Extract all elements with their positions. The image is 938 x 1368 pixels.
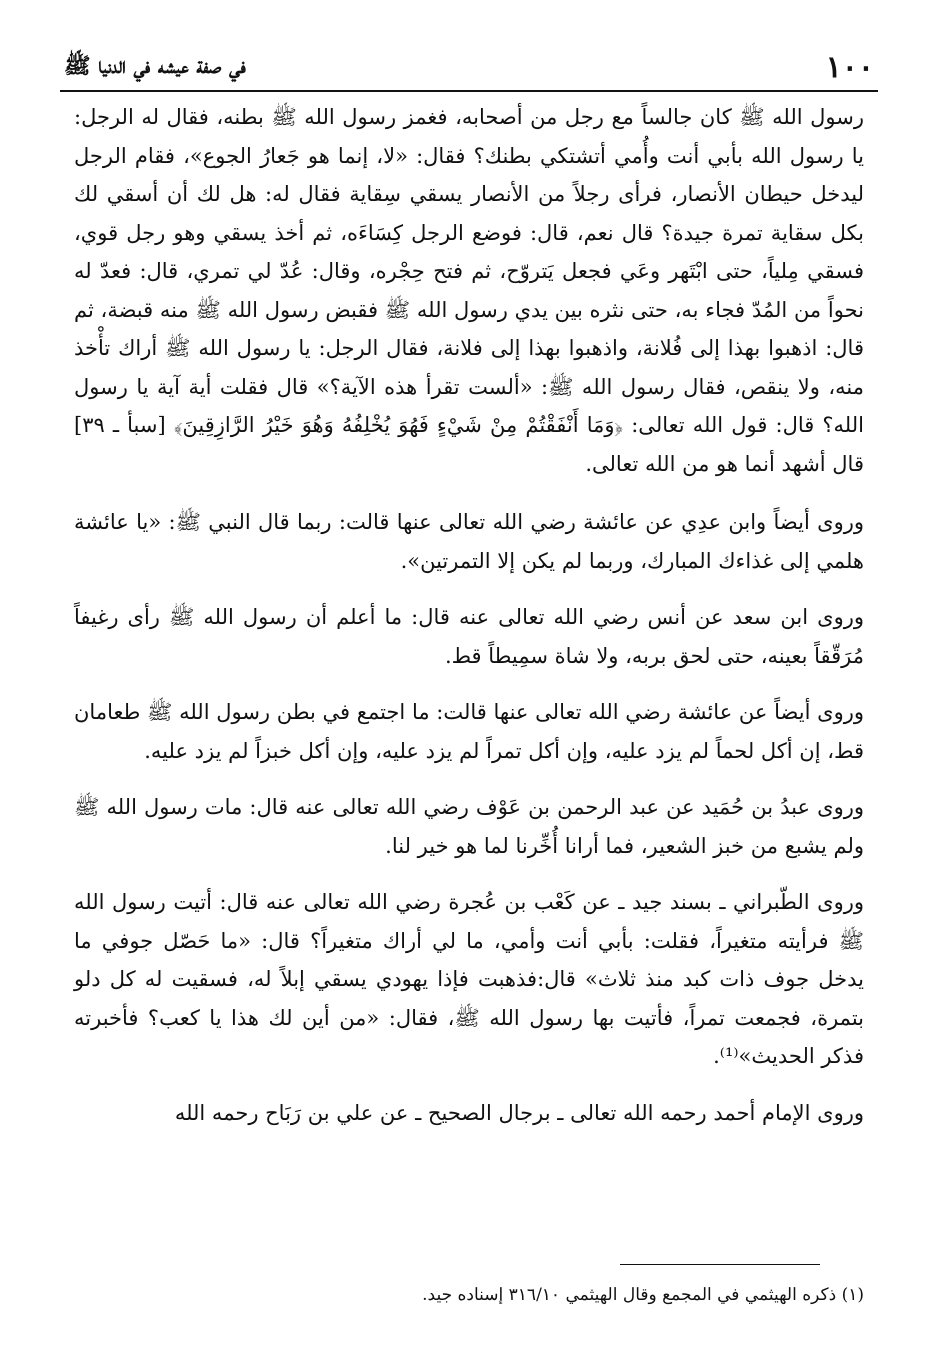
running-title: في صفة عيشه في الدنيا ﷺ — [64, 53, 246, 79]
footnote: (١) ذكره الهيثمي في المجمع وقال الهيثمي ٣١٦/١٠ إسناده جيد. — [422, 1285, 864, 1305]
paragraph-7: وروى الإمام أحمد رحمه الله تعالى ـ برجال الصحيح ـ عن علي بن رَبَاح رحمه الله — [174, 1100, 864, 1125]
page-header — [60, 42, 878, 92]
paragraph-6: وروى الطّبراني ـ بسند جيد ـ عن كَعْب بن عُجرة رضي الله تعالى عنه قال: أتيت رسول الله ﷺ فرأيته متغيراً، فقلت: بأبي أنت وأمي، ما لي أراك متغيراً؟ قال: «ما حَصّل جوفي ما يدخل جوف ذات كبد منذ ثلاث» قال:فذهبت فإذا يهودي يسقي إبلاً له، فسقيت له كل دلو بتمرة، فجمعت تمراً، فأتيت بها رسول الله ﷺ، فقال: «من أين لك هذا يا كعب؟ فأخبرته فذكر الحديث»⁽¹⁾. — [74, 890, 864, 1068]
paragraph-3: وروى ابن سعد عن أنس رضي الله تعالى عنه قال: ما أعلم أن رسول الله ﷺ رأى رغيفاً مُرَقّقاً بعينه، حتى لحق بربه، ولا شاة سمِيطاً قط. — [74, 605, 864, 668]
paragraph-2: وروى أيضاً وابن عدِي عن عائشة رضي الله تعالى عنها قالت: ربما قال النبي ﷺ: «يا عائشة هلمي إلى غذاءك المبارك، وربما لم يكن إلا التمرتين». — [74, 510, 864, 573]
paragraph-5: وروى عبدُ بن حُمَيد عن عبد الرحمن بن عَوْف رضي الله تعالى عنه قال: مات رسول الله ﷺ ولم يشبع من خبز الشعير، فما أرانا أُخِّرنا لما هو خير لنا. — [74, 795, 864, 858]
paragraph-1: رسول الله ﷺ كان جالساً مع رجل من أصحابه، فغمز رسول الله ﷺ بطنه، فقال له الرجل: يا رسول الله بأبي أنت وأُمي أتشتكي بطنك؟ فقال: «لا، إنما هو جَعارُ الجوع»، فقام الرجل ليدخل حيطان الأنصار، فرأى رجلاً من الأنصار يسقي سِقاية فقال له: هل لك أن أسقي لك بكل سقاية تمرة جيدة؟ قال نعم، قال: فوضع الرجل كِسَاءَه، ثم أخذ يسقي وهو رجل قوي، فسقي مِلياً، حتى ابْتَهر وعَي فجعل يَتروّح، ثم فتح حِجْره، وقال: عُدّ لي تمري، قال: فعدّ له نحواً من المُدّ فجاء به، حتى نثره بين يدي رسول الله ﷺ فقبض رسول الله ﷺ منه قبضة، ثم قال: اذهبوا بهذا إلى فُلانة، واذهبوا بهذا إلى فلانة، فقال الرجل: يا رسول الله ﷺ أراك تأْخذ منه، ولا ينقص، فقال رسول الله ﷺ: «ألست تقرأ هذه الآية؟» قال فقلت أية آية يا رسول الله؟ قال: قول الله تعالى: ﴿وَمَا أَنْفَقْتُمْ مِنْ شَيْءٍ فَهُوَ يُخْلِفُهُ وَهُوَ خَيْرُ الرَّازِقِينَ﴾ [سبأ ـ ٣٩] قال أشهد أنما هو من الله تعالى. — [74, 105, 864, 476]
paragraph-4: وروى أيضاً عن عائشة رضي الله تعالى عنها قالت: ما اجتمع في بطن رسول الله ﷺ طعامان قط، إن أكل لحماً لم يزد عليه، وإن أكل تمراً لم يزد عليه، وإن أكل خبزاً لم يزد عليه. — [74, 700, 864, 763]
footnote-divider — [620, 1264, 820, 1265]
page-number: ١٠٠ — [825, 50, 874, 85]
body-text — [74, 98, 864, 1150]
